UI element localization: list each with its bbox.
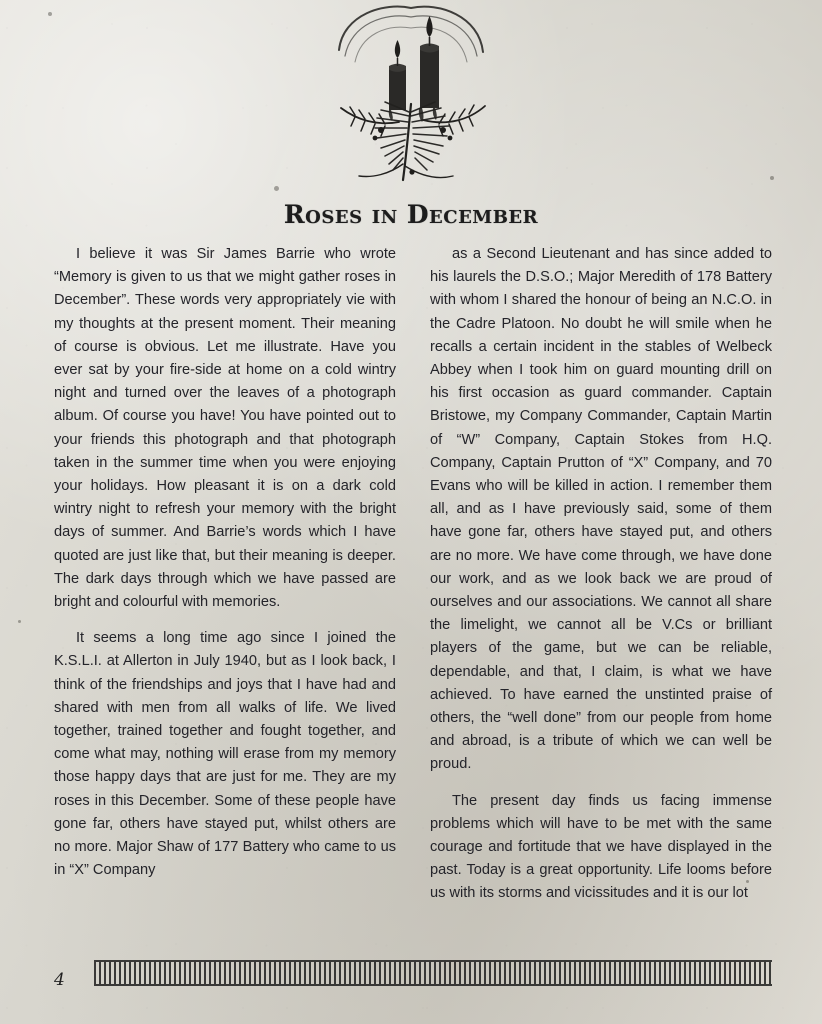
footer-decorative-rule [94, 960, 772, 986]
page-number: 4 [54, 970, 65, 990]
page-title: Roses in December [283, 200, 539, 229]
candles-and-holly-engraving-icon [0, 4, 822, 189]
column-left [54, 243, 396, 919]
paper-speck [18, 620, 21, 623]
paragraph: It seems a long time ago since I joined the K.S.L.I. at Allerton in July 1940, but as I look back, I think of the friendships and joys that I have had and shared with men from all walks of life. We lived together, trained together and fought together, and come what may, nothing will erase from my memory those happy days that are just for me. They are my roses in this December. Some of these people have gone far, others have stayed put, whilst others are no more. Major Shaw of 177 Battery who came to us in “X” Company [54, 630, 396, 879]
paragraph: as a Second Lieutenant and has since added to his laurels the D.S.O.; Major Meredith of 178 Battery with whom I shared the honour of being an N.C.O. in the Cadre Platoon. No doubt he will smile when he recalls a certain incident in the stables of Welbeck Abbey when I took him on guard mounting drill on his first occasion as guard commander. Captain Bristowe, my Company Commander, Captain Martin of “W” Company, Captain Stokes from H.Q. Company, Captain Prutton of “X” Company, and 70 Evans who will be killed in action. I remember them all, and as I have previously said, some of them have gone far, others have stayed put, and others are no more. We have come through, we have done our work, and as we look back we are proud of ourselves and our associations. We cannot all share the limelight, we cannot all be V.Cs or brilliant players of the game, but we can be reliable, dependable, and that, I claim, is what we have achieved. To have earned the unstinted praise of others, the “well done” from our people from home and abroad, is a tribute of which we can well be proud. [430, 246, 772, 773]
column-right [430, 243, 772, 919]
page-footer [54, 960, 772, 990]
paragraph: The present day finds us facing immense problems which will have to be met with the same courage and fortitude that we have displayed in the past. Today is a great opportunity. Life looms before us with its storms and vicissitudes and it is our lot [430, 792, 772, 902]
paragraph: I believe it was Sir James Barrie who wrote “Memory is given to us that we might gather roses in December”. These words very appropriately vie with my thoughts at the present moment. Their meaning of course is obvious. Let me illustrate. Have you ever sat by your fire-side at home on a cold wintry night and turned over the leaves of a photograph album. Of course you have! You have pointed out to your friends this photograph and that photograph taken in the summer time when you were enjoying your holidays. How pleasant it is on a dark cold wintry night to refresh your memory with the bright days of summer. And Barrie’s words which I have quoted are just like that, but their meaning is deeper. The dark days through which we have passed are bright and colourful with memories. [54, 246, 396, 611]
article-body [54, 243, 772, 919]
